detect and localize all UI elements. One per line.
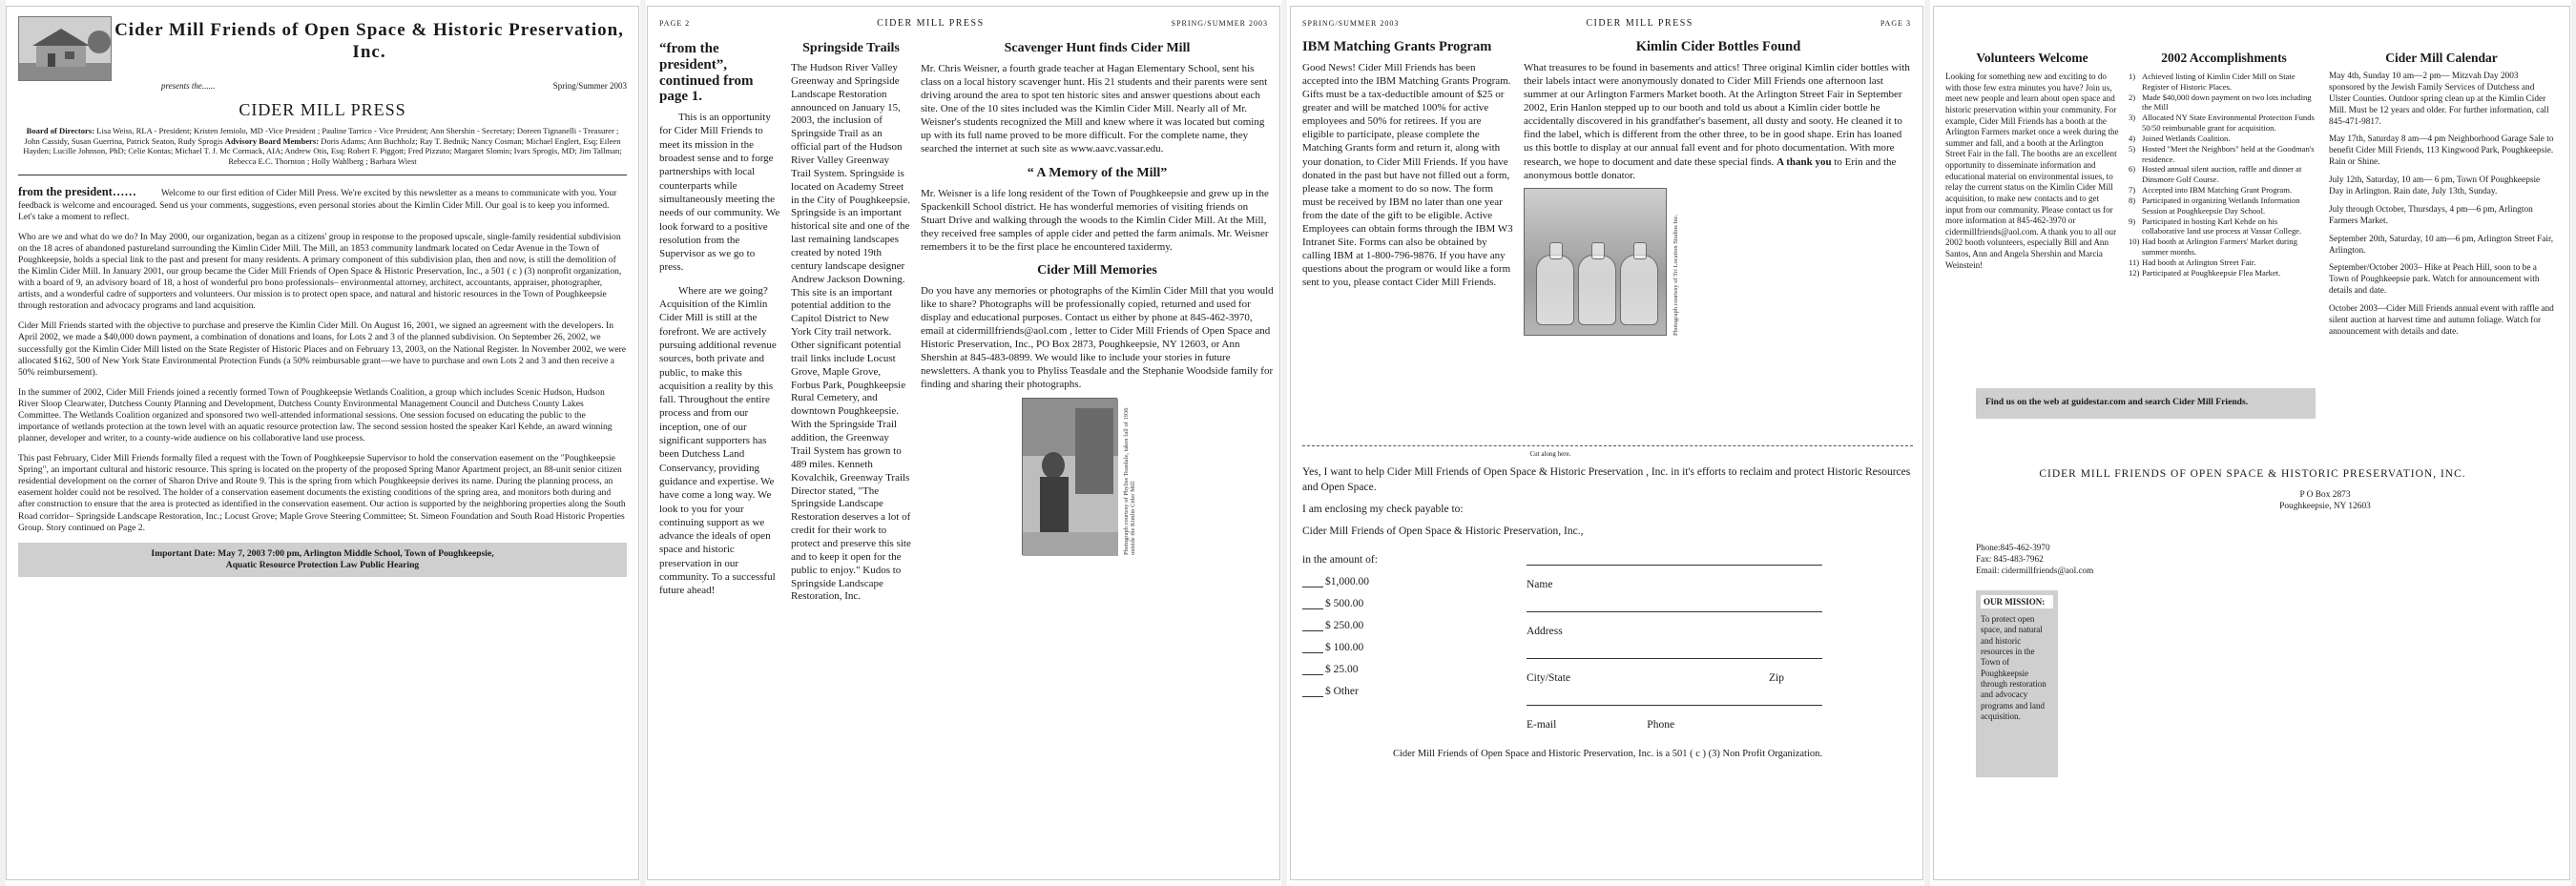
amount-option[interactable] xyxy=(1302,653,1493,675)
hunt-column xyxy=(921,39,1274,604)
board-text: Lisa Weiss, RLA - President; Kristen Jemiolo, MD -Vice President ; Pauline Tarrico - Vice President; Ann Shershin - Secretary; Doreen Tignanelli - Treasurer ; John Cassidy, Susan Guerrina, Patrick Seaton, Rudy Sprogis xyxy=(24,126,619,146)
item-text: Hosted "Meet the Neighbors" held at the Goodman's residence. xyxy=(2142,143,2315,164)
zip-label: Zip xyxy=(1769,672,1784,685)
header-title: CIDER MILL PRESS xyxy=(1586,17,1693,29)
calendar-item: October 2003—Cider Mill Friends annual event with raffle and silent auction at harvest time and autumn foliage. Watch for announcement with details and date. xyxy=(2329,304,2554,337)
item-number: 10) xyxy=(2129,237,2140,247)
paragraph: This past February, Cider Mill Friends formally filed a request with the Town of Poughkeepsie Supervisor to hold the conservation easement on the "Poughkeepsie Spring", an important cultural and historic resource. This spring is located on the property of the proposed Spring Manor Apartment project, an 88-unit senior citizen residential development on the corner of Sharon Drive and Route 9. This is the spring from which Poughkeepsie derives its name. During the planning process, an easement holder could not be resolved. The holder of a conservation easement documents the existing conditions of the spring area, and monitors both during and after construction to ensure that the area is protected as identified in the conservation easement. Our action is supported by the neighboring properties along the South Road corridor– Springside Landscape Restoration, Inc.; Locust Grove; Maple Grove Steering Committee; St. Simeon Foundation and South Road Historic Properties Group. Story continued on Page 2. xyxy=(18,453,626,533)
accomplishment-item xyxy=(2129,185,2319,196)
po-box: P O Box 2873 xyxy=(2299,490,2351,500)
accomplishments-title: 2002 Accomplishments xyxy=(2161,51,2287,65)
newsletter-page-3 xyxy=(1290,6,1923,880)
org-title: Cider Mill Friends of Open Space & Historic Preservation, Inc. xyxy=(114,20,624,62)
thanks-text: to Erin and the anonymous bottle donator. xyxy=(1524,155,1897,181)
item-number: 5) xyxy=(2129,143,2136,154)
photo-credit: Photograph courtesy of Tri Location Studios Inc. xyxy=(1672,214,1679,336)
org-name-caps: CIDER MILL FRIENDS OF OPEN SPACE & HISTORIC PRESERVATION, INC. xyxy=(2039,468,2466,480)
amount-checkline[interactable] xyxy=(1302,696,1323,697)
calendar-item: July 12th, Saturday, 10 am— 6 pm, Town Of Poughkeepsie Day in Arlington. Rain date, July 13th, Sunday. xyxy=(2329,175,2541,197)
accomplishment-item xyxy=(2129,164,2319,185)
bottles-column xyxy=(1524,37,1913,352)
donation-form xyxy=(1302,544,1913,744)
amount-checkline[interactable] xyxy=(1302,630,1323,631)
page-number: PAGE 3 xyxy=(1880,18,1911,28)
calendar-item: July through October, Thursdays, 4 pm—6 pm, Arlington Farmers Market. xyxy=(2329,204,2533,226)
item-text: Participated in organizing Wetlands Information Session at Poughkeepsie Day School. xyxy=(2142,195,2300,216)
phone-label: Phone xyxy=(1647,719,1675,731)
city-state: Poughkeepsie, NY 12603 xyxy=(2279,502,2371,512)
running-header xyxy=(659,16,1268,30)
paragraph: Welcome to our first edition of Cider Mill Press. We're excited by this newsletter as a means to communicate with you. Your feedback is welcome and encouraged. Send us your comments, suggestions, even personal stories about the Kimlin Cider Mill. Our goal is to keep you informed. Let's take a moment to reflect. xyxy=(18,187,617,222)
accomplishments-column xyxy=(2129,49,2319,339)
volunteers-column xyxy=(1945,49,2119,339)
accomplishment-item xyxy=(2129,93,2319,113)
board-list xyxy=(18,126,627,167)
item-text: Achieved listing of Kimlin Cider Mill on State Register of Historic Places. xyxy=(2142,72,2296,92)
donation-intro: Yes, I want to help Cider Mill Friends of Open Space & Historic Preservation , Inc. in it's efforts to reclaim and protect Historic Resources and Open Space. xyxy=(1302,466,1911,493)
paragraph: Mr. Chris Weisner, a fourth grade teacher at Hagan Elementary School, sent his class on a local history scavenger hunt. His 21 students and their parents were sent driving around the area to spot ten historic sites and answer questions about each site. One of the 10 sites included was the Kimlin Cider Mill. Nearly all of Mr. Weisner's students recognized the Mill and knew where it was located but coming up with its full name proved to be more difficult. For the complete name, they searched the internet at such site as www.aavc.vassar.edu. xyxy=(921,63,1268,155)
thanks-bold: A thank you xyxy=(1776,155,1832,168)
memory-title: “ A Memory of the Mill” xyxy=(1027,165,1168,180)
important-date-banner xyxy=(18,543,627,577)
amount-option[interactable] xyxy=(1302,631,1493,653)
advisory-label: Advisory Board Members: xyxy=(224,135,320,146)
accomplishment-item xyxy=(2129,134,2319,144)
address-line-1[interactable] xyxy=(1527,611,1822,612)
paragraph: The Hudson River Valley Greenway and Springside Landscape Restoration announced on January 15, 2003, the inclusion of Springside Trail as an official part of the Hudson River Valley Greenway Trail System. Springside is located on Academy Street in the City of Poughkeepsie. Springside is an important historical site and one of the last remaining landscapes created by noted 19th century landscape designer Andrew Jackson Downing. This site is an important potential addition to the Capitol District to New York City trail network. Other significant potential trail links include Locust Grove, Maple Grove, Forbus Park, Poughkeepsie Rural Cemetery, and downtown Poughkeepsie. With the Springside Trail addition, the Greenway Trail System has grown to 489 miles. Kenneth Kovalchik, Greenway Trails Director stated, "The Springside Landscape Restoration deserves a lot of credit for their work to protect and preserve this site and to keep it open for the public to enjoy." Kudos to Springside Landscape Restoration, Inc. xyxy=(791,62,911,603)
address-label: Address xyxy=(1527,626,1563,638)
item-number: 7) xyxy=(2129,185,2136,196)
ibm-column xyxy=(1302,37,1514,352)
issue-date: Spring/Summer 2003 xyxy=(552,81,627,91)
header-issue: SPRING/SUMMER 2003 xyxy=(1171,18,1268,28)
accomplishment-item xyxy=(2129,216,2319,237)
amount-checkline[interactable] xyxy=(1302,608,1323,609)
item-number: 4) xyxy=(2129,133,2136,143)
accomplishment-item xyxy=(2129,268,2319,278)
historic-photo xyxy=(1022,398,1117,555)
item-number: 2) xyxy=(2129,92,2136,102)
item-text: Joined Wetlands Coalition. xyxy=(2142,133,2231,143)
advisory-text: Doris Adams; Ann Buchholz; Ray T. Bednik; Nancy Cosman; Michael Englert, Esq; Eileen Hayden; Lucille Johnson, PhD; Celie Kontas; Michael T. J. Mc Cormack, AIA; Andrew Otis, Esq; Robert F. Piggott; Fred Pizzuto; Margaret Slomin; Ivars Sprogis, MD; Jim Tallman; Rebecca E.C. Thornton ; Holly Wahlberg ; Barbara Wiest xyxy=(23,135,622,167)
item-number: 6) xyxy=(2129,164,2136,175)
amount-value: $ 250.00 xyxy=(1325,620,1364,632)
paragraph: In the summer of 2002, Cider Mill Friends joined a recently formed Town of Poughkeepsie Wetlands Coalition, a group which includes Scenic Hudson, Hudson River Sloop Clearwater, Dutchess County Planning and Development, Dutchess County Environmental Management Council and Dutchess County Lakes Committee. The Wetlands Coalition organized and sponsored two well-attended informational sessions. One session focused on educating the public to the importance of wetlands protection at the town level with an aquatic resource protection law. The second session hosted the speaker Karl Kehde, an award winning planner, developer and writer, to a county-wide audience on his collaborative land use process. xyxy=(18,386,613,444)
paragraph: Who are we and what do we do? In May 2000, our organization, began as a citizens' group in response to the proposed upscale, single-family residential subdivision on the 18 acres of abandoned pastureland surrounding the Kimlin Cider Mill. The Mill, an 1853 community landmark located on Cedar Avenue in the Town of Poughkeepsie, holds a special link to the past and present for many residents. A primary component of this subdivision plan, then and now, is still the demolition of the Kimlin Cider Mill. In January 2001, our group became the Cider Mill Friends of Open Space & Historic Preservation, Inc., a 501 ( c ) (3) nonprofit organization, with a board of 9, an advisory board of 18, a host of wonderful pro bono professionals– environmental attorney, architect, accountants, appraiser, photographer, artists, and a wonderful cadre of supporters and volunteers. Our mission is to protect open space, and natural and historic resources in the Town of Poughkeepsie through restoration and advocacy programs and land acquisition. xyxy=(18,231,622,312)
amount-option[interactable] xyxy=(1302,566,1493,587)
item-text: Made $40,000 down payment on two lots including the Mill xyxy=(2142,92,2312,113)
cut-line xyxy=(1302,445,1913,446)
amount-option[interactable] xyxy=(1302,609,1493,631)
item-text: Had booth at Arlington Farmers' Market during summer months. xyxy=(2142,237,2297,258)
paragraph: Do you have any memories or photographs of the Kimlin Cider Mill that you would like to share? Photographs will be professionally copied, returned and used for display and educational purposes. Contact us either by phone at 845-462-3970, email at cidermillfriends@aol.com , letter to Cider Mill Friends of Open Space and Historic Preservation, Inc., PO Box 2873, Poughkeepsie, NY 12603, or Ann Shershin at 845-483-0899. We would like to include your stories in future newsletters. A thank you to Phyliss Teasdale and the Stephanie Woodside family for finding and sharing their photographs. xyxy=(921,284,1274,391)
item-text: Hosted annual silent auction, raffle and dinner at Dinsmore Golf Course. xyxy=(2142,164,2302,185)
masthead: CIDER MILL PRESS xyxy=(239,100,406,119)
president-letter xyxy=(18,185,627,534)
calendar-item: May 17th, Saturday 8 am—4 pm Neighborhood Garage Sale to benefit Cider Mill Friends, 113 Kingwood Park, Poughkeepsie. Rain or Shine. xyxy=(2329,134,2554,168)
email-phone-line[interactable] xyxy=(1527,705,1822,706)
accomplishment-item xyxy=(2129,258,2319,268)
header-issue: SPRING/SUMMER 2003 xyxy=(1302,18,1400,28)
paragraph: Where are we going? Acquisition of the Kimlin Cider Mill is still at the forefront. We are actively pursuing additional revenue sources, both private and public, to make this acquisition a reality by this fall. Throughout the entire process and from our inception, one of our significant supporters has been Dutchess Land Conservancy, providing guidance and expertise. We have come a long way. We look to you for your continuing support as we advance the ideals of open space and historic preservation in our community. To a successful future ahead! xyxy=(659,284,777,597)
cider-bottles-photo xyxy=(1524,188,1667,336)
page-number: PAGE 2 xyxy=(659,18,691,28)
photo-credit: Photograph courtesy of Phyliss Teasdale, taken fall of 1936 outside the Kimlin Cider Mill xyxy=(1123,407,1136,555)
item-text: Allocated NY State Environmental Protection Funds 50/50 reimbursable grant for acquisition. xyxy=(2142,113,2315,134)
running-header xyxy=(1302,16,1911,30)
amount-value: $1,000.00 xyxy=(1325,576,1369,588)
newsletter-page-2 xyxy=(647,6,1280,880)
web-banner: Find us on the web at guidestar.com and search Cider Mill Friends. xyxy=(1976,388,2316,419)
nonprofit-footer: Cider Mill Friends of Open Space and Historic Preservation, Inc. is a 501 ( c ) (3) Non Profit Organization. xyxy=(1392,749,1823,760)
city-label: City/State xyxy=(1527,672,1570,685)
accomplishment-item xyxy=(2129,113,2319,134)
email-label: E-mail xyxy=(1527,719,1557,731)
paragraph: Cider Mill Friends started with the objective to purchase and preserve the Kimlin Cider Mill. On August 16, 2001, we signed an agreement with the developers. In April 2002, we made a $40,000 down payment, a combination of donations and loans, for Lots 2 and 3 of the planned subdivision. On September 26, 2002, we successfully got the Kimlin Cider Mill listed on the State Register of Historic Places and on February 13, 2003, on the National Register. In November 2002, we were allocated $162, 500 of New York State Environmental Protection Funds (a 50% reimbursable grant—we have to purchase and own Lots 2 and 3 and then receive a 50% reimbursement). xyxy=(18,320,627,378)
volunteers-title: Volunteers Welcome xyxy=(1976,51,2088,65)
important-date-line: Important Date: May 7, 2003 7:00 pm, Arlington Middle School, Town of Poughkeepsie, xyxy=(151,547,494,559)
name-line[interactable] xyxy=(1527,565,1822,566)
section-title: from the president…… xyxy=(18,184,136,198)
trails-title: Springside Trails xyxy=(802,41,900,55)
calendar-item: May 4th, Sunday 10 am—2 pm— Mitzvah Day 2003 sponsored by the Jewish Family Services of Dutchess and Ulster Counties. Outdoor spring clean up at the Kimlin Cider Mill. Must be 12 years and older. For further information, call 845-471-9817. xyxy=(2329,72,2549,127)
name-label: Name xyxy=(1527,579,1553,591)
trails-column xyxy=(791,39,911,604)
paragraph: What treasures to be found in basements and attics! Three original Kimlin cider bottles with their labels intact were anonymously donated to Cider Mill Friends one afternoon last summer at our Arlington Farmers Market booth. At the Arlington Street Fair in September 2002, Erin Hanlon stepped up to our booth and told us about a Kimlin cider bottle he accidentally discovered in his grandfather's basement, all dusty and sooty. He cleaned it to find the label, which is different from the other three, to be in good shape. Erin has loaned us this bottle to display at our annual fall event and for photo documentation. With more research, we hope to document and date these special finds. xyxy=(1524,62,1910,168)
continued-title: “from the president”, continued from page 1. xyxy=(659,41,754,105)
amount-value: $ 500.00 xyxy=(1325,598,1364,610)
amount-value: $ 100.00 xyxy=(1325,642,1364,654)
amount-checkline[interactable] xyxy=(1302,652,1323,653)
cut-label: Cut along here. xyxy=(1529,450,1571,458)
mission-title: OUR MISSION: xyxy=(1981,595,2053,608)
item-number: 12) xyxy=(2129,267,2140,278)
accomplishment-item xyxy=(2129,196,2319,216)
item-number: 9) xyxy=(2129,216,2136,226)
amount-value: $ 25.00 xyxy=(1325,664,1359,676)
donation-enclosing: I am enclosing my check payable to: xyxy=(1302,504,1464,516)
fax-number: Fax: 845-483-7962 xyxy=(1976,553,2044,564)
amount-option[interactable] xyxy=(1302,675,1493,697)
bottles-title: Kimlin Cider Bottles Found xyxy=(1635,39,1801,54)
amount-checkline[interactable] xyxy=(1302,674,1323,675)
phone-number: Phone:845-462-3970 xyxy=(1976,543,2050,552)
newsletter-page-1 xyxy=(6,6,639,880)
accomplishments-list xyxy=(2129,72,2319,278)
paragraph: This is an opportunity for Cider Mill Friends to meet its mission in the broadest sense and to forge partnerships with local counterparts while simultaneously meeting the needs of our community. We look forward to a positive resolution from the Supervisor as we go to press. xyxy=(659,112,780,274)
accomplishment-item xyxy=(2129,72,2319,93)
continued-column xyxy=(659,39,781,604)
calendar-title: Cider Mill Calendar xyxy=(2385,51,2498,65)
calendar-item: September/October 2003– Hike at Peach Hill, soon to be a Town of Poughkeepsie park. Watch for announcement with details and date. xyxy=(2329,263,2540,297)
paragraph: Looking for something new and exciting to do with those few extra minutes you have? Join us, meet new people and learn about open space and historic preservation within your community. For example, Cider Mill Friends has a booth at the Arlington Farmers market once a week during the summer and fall, and a booth at the Arlington Street Fair in the fall. The booths are an excellent opportunity to disseminate information and educational material on environmental issues, to relay the current status on the Kimlin Cider Mill acquisition, to make new contacts and to get input from our community. Please contact us for more information at 845-462-3970 or cidermillfriends@aol.com. A thank you to all our 2002 booth volunteers, especially Bill and Ann Santos, Ann and Angela Shershin and Marcia Weinstein! xyxy=(1945,72,2119,270)
item-number: 3) xyxy=(2129,113,2136,123)
presents-label: presents the...... xyxy=(161,81,216,91)
memories-title: Cider Mill Memories xyxy=(1037,262,1157,278)
mission-text: To protect open space, and natural and historic resources in the Town of Poughkeepsie through restoration and advocacy programs and land acquisition. xyxy=(1981,614,2046,721)
item-text: Participated at Poughkeepsie Flea Market. xyxy=(2142,267,2281,278)
amount-value: $ Other xyxy=(1325,686,1359,698)
important-date-line: Aquatic Resource Protection Law Public Hearing xyxy=(225,559,420,570)
accomplishment-item xyxy=(2129,237,2319,258)
calendar-column xyxy=(2329,49,2554,339)
paragraph: Good News! Cider Mill Friends has been accepted into the IBM Matching Grants Program. Gifts must be a tax-deductible amount of $25 or greater and will be matched 100% for active employees and 50% for retirees. If you are eligible to participate, please complete the Matching Grants form and return it, along with your donation, to Cider Mill Friends. If you have donated in the past but have not filled out a form, please take a moment to do so now. The form must be received by IBM no later than one year from the date of the gift to be eligible. Active Employees can obtain forms through the IBM W3 Intranet Site. Forms can also be obtained by calling IBM at 1-800-796-9876. If you have any questions about the program or would like a form sent to you, please contact Cider Mill Friends. xyxy=(1302,62,1513,289)
amount-option[interactable] xyxy=(1302,587,1493,609)
hunt-title: Scavenger Hunt finds Cider Mill xyxy=(1004,41,1191,55)
cider-mill-logo-image xyxy=(18,16,112,81)
item-number: 8) xyxy=(2129,195,2136,205)
item-number: 1) xyxy=(2129,72,2136,81)
address-line-2[interactable] xyxy=(1527,658,1822,659)
calendar-item: September 20th, Saturday, 10 am—6 pm, Arlington Street Fair, Arlington. xyxy=(2329,234,2554,256)
accomplishment-item xyxy=(2129,144,2319,165)
mission-box xyxy=(1976,590,2058,777)
item-text: Participated in hosting Karl Kehde on his collaborative land use process at Vassar College. xyxy=(2142,216,2302,237)
email-address: Email: cidermillfriends@aol.com xyxy=(1976,565,2094,575)
header-title: CIDER MILL PRESS xyxy=(877,17,985,29)
item-text: Had booth at Arlington Street Fair. xyxy=(2142,257,2256,267)
amount-label: in the amount of: xyxy=(1302,554,1378,567)
board-label: Board of Directors: xyxy=(26,126,95,135)
donation-payee: Cider Mill Friends of Open Space & Historic Preservation, Inc., xyxy=(1302,525,1584,537)
paragraph: Mr. Weisner is a life long resident of the Town of Poughkeepsie and grew up in the Spackenkill School district. He has wonderful memories of visiting friends on Stuart Drive and walking through the woods to the Kimlin Cider Mill. At the Mill, they received free samples of apple cider and petted the farm animals. Mr. Weisner remembers it to be the first place he encountered taxidermy. xyxy=(921,187,1269,253)
item-number: 11) xyxy=(2129,257,2140,267)
newsletter-page-4 xyxy=(1933,6,2570,880)
ibm-title: IBM Matching Grants Program xyxy=(1302,39,1492,54)
item-text: Accepted into IBM Matching Grant Program. xyxy=(2142,185,2293,196)
